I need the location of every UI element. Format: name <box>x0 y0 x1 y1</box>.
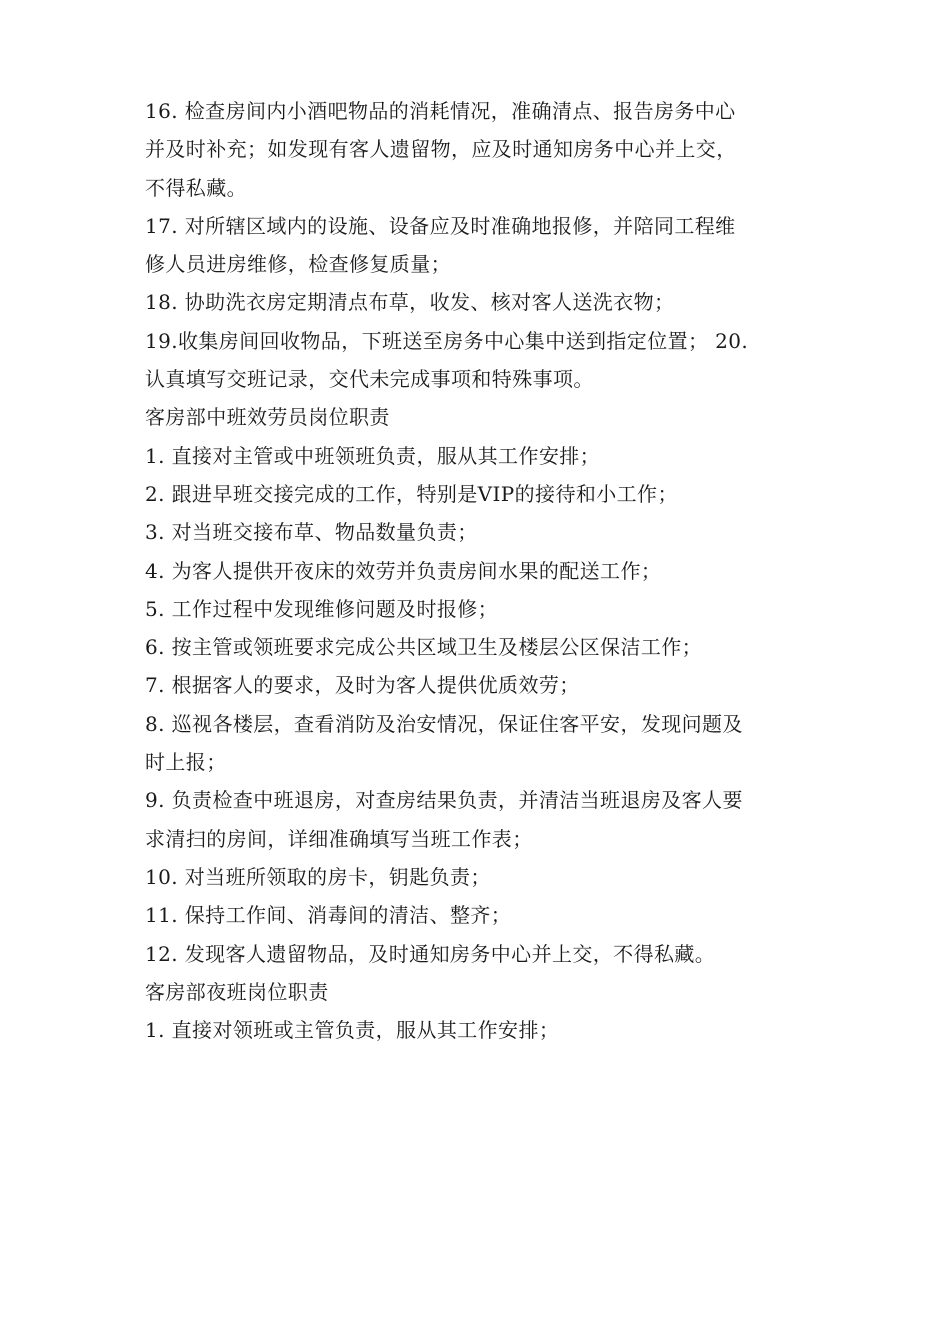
document-page <box>145 92 810 1049</box>
text-line: 并及时补充；如发现有客人遗留物，应及时通知房务中心并上交， <box>145 137 737 162</box>
text-line: 12. 发现客人遗留物品，及时通知房务中心并上交，不得私藏。 <box>145 941 716 966</box>
text-line: 5. 工作过程中发现维修问题及时报修； <box>145 596 499 621</box>
text-line: 不得私藏。 <box>145 175 247 200</box>
text-line: 10. 对当班所领取的房卡，钥匙负责； <box>145 864 491 889</box>
text-line: 2. 跟进早班交接完成的工作，特别是VIP的接待和小工作； <box>145 481 678 506</box>
section-heading: 客房部夜班岗位职责 <box>145 979 329 1004</box>
text-line: 修人员进房维修，检查修复质量； <box>145 252 451 277</box>
text-line: 8. 巡视各楼层，查看消防及治安情况，保证住客平安，发现问题及 <box>145 711 743 736</box>
text-line: 3. 对当班交接布草、物品数量负责； <box>145 520 478 545</box>
text-line: 17. 对所辖区域内的设施、设备应及时准确地报修，并陪同工程维 <box>145 213 736 238</box>
text-line: 时上报； <box>145 750 227 775</box>
text-line: 18. 协助洗衣房定期清点布草，收发、核对客人送洗衣物； <box>145 290 675 315</box>
text-line: 求清扫的房间，详细准确填写当班工作表； <box>145 826 533 851</box>
text-line: 6. 按主管或领班要求完成公共区域卫生及楼层公区保洁工作； <box>145 635 703 660</box>
text-line: 7. 根据客人的要求，及时为客人提供优质效劳； <box>145 673 580 698</box>
text-line: 4. 为客人提供开夜床的效劳并负责房间水果的配送工作； <box>145 558 662 583</box>
text-line: 19.收集房间回收物品，下班送至房务中心集中送到指定位置； 20. <box>145 328 749 353</box>
section-heading: 客房部中班效劳员岗位职责 <box>145 405 390 430</box>
text-line: 9. 负责检查中班退房，对查房结果负责，并清洁当班退房及客人要 <box>145 788 743 813</box>
text-line: 1. 直接对主管或中班领班负责，服从其工作安排； <box>145 443 601 468</box>
text-line: 1. 直接对领班或主管负责，服从其工作安排； <box>145 1018 560 1043</box>
text-line: 11. 保持工作间、消毒间的清洁、整齐； <box>145 903 512 928</box>
text-line: 认真填写交班记录，交代未完成事项和特殊事项。 <box>145 367 594 392</box>
text-line: 16. 检查房间内小酒吧物品的消耗情况，准确清点、报告房务中心 <box>145 99 736 123</box>
